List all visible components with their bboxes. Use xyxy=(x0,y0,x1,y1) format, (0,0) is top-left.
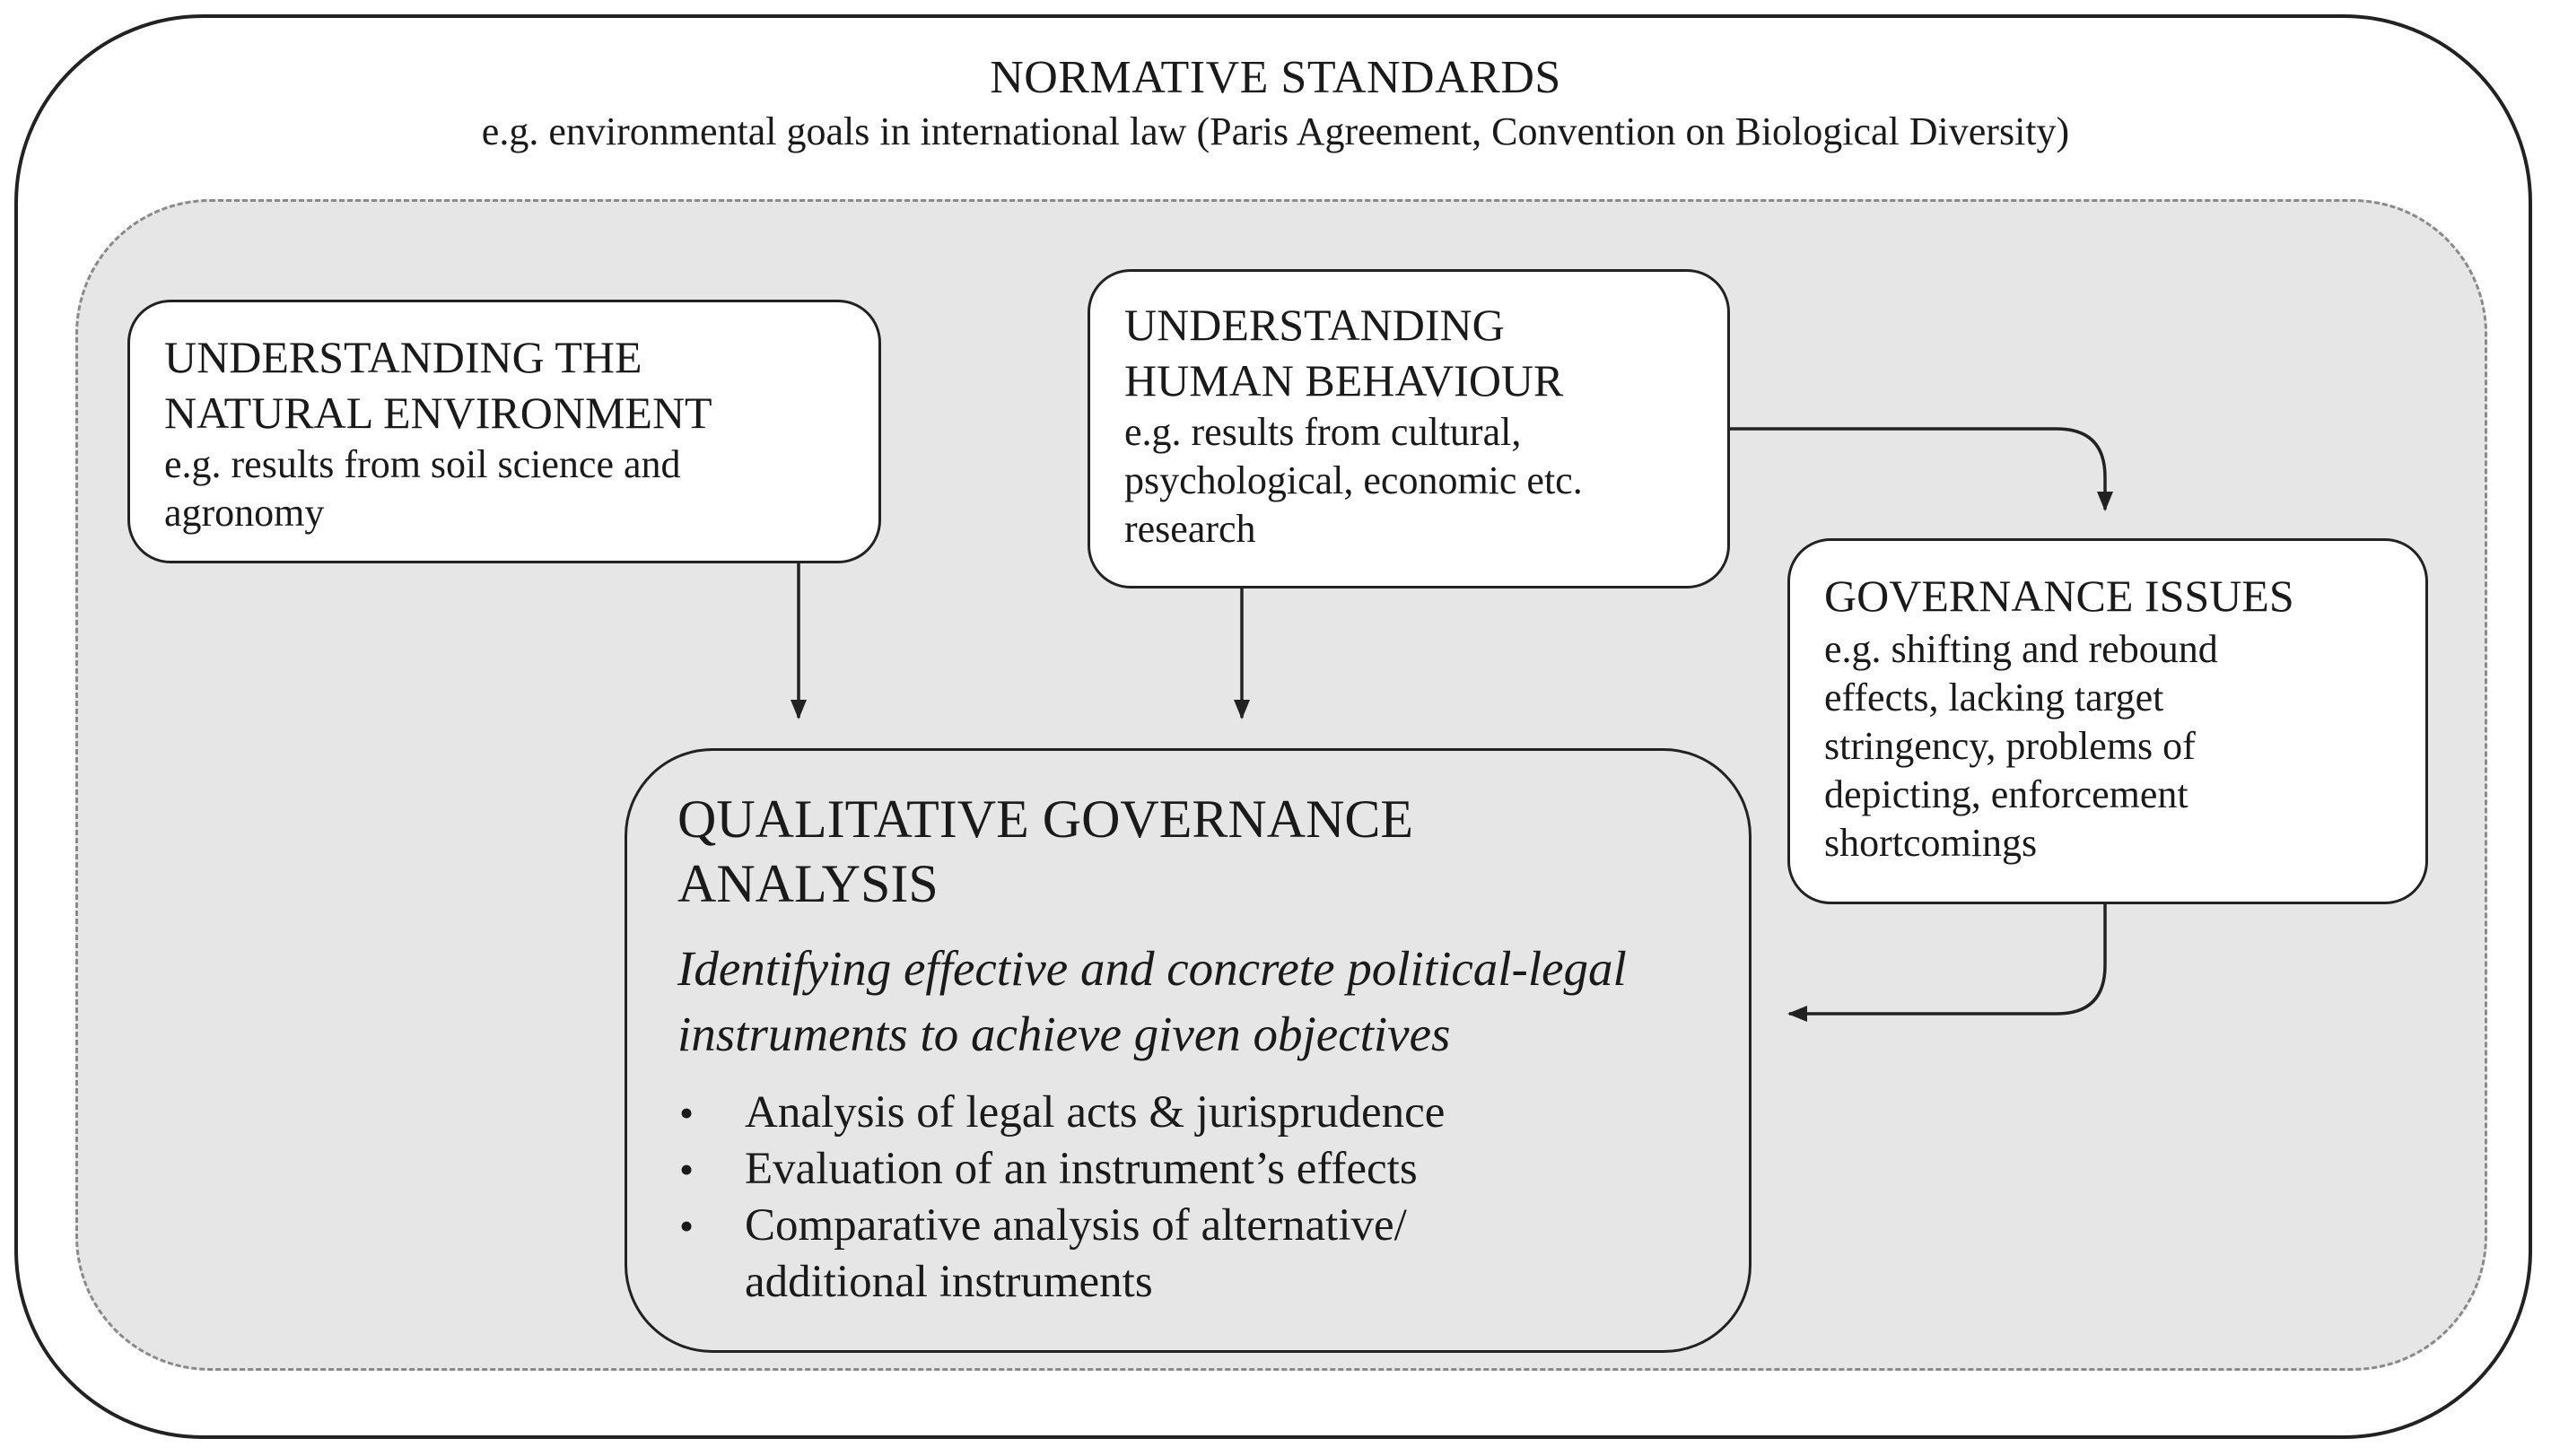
arrow-human-to-governance xyxy=(1730,429,2105,510)
bullet-text: Analysis of legal acts & jurisprudence xyxy=(745,1087,1446,1138)
governance-issues-description: e.g. shifting and rebound effects, lacking target stringency, problems of depicting, enforcement shortcomings xyxy=(1824,627,2218,865)
human-behaviour-title: UNDERSTANDING HUMAN BEHAVIOUR xyxy=(1124,300,1564,405)
natural-environment-description: e.g. results from soil science and agronomy xyxy=(164,442,681,535)
human-behaviour-description: e.g. results from cultural, psychological, economic etc. research xyxy=(1124,410,1583,551)
governance-issues-title: GOVERNANCE ISSUES xyxy=(1824,571,2294,621)
qualitative-analysis-subtitle: Identifying effective and concrete political-legal instruments to achieve given objectives xyxy=(677,941,1627,1061)
normative-standards-title: NORMATIVE STANDARDS xyxy=(990,52,1561,103)
bullet-dot-icon: • xyxy=(679,1146,695,1192)
bullet-text: Evaluation of an instrument’s effects xyxy=(745,1144,1418,1194)
bullet-text: Comparative analysis of alternative/ additional instruments xyxy=(745,1200,1407,1307)
normative-standards-subtitle: e.g. environmental goals in international law (Paris Agreement, Convention on Biological Diversity) xyxy=(481,109,2070,153)
bullet-dot-icon: • xyxy=(679,1090,695,1136)
bullet-dot-icon: • xyxy=(679,1203,695,1249)
natural-environment-title: UNDERSTANDING THE NATURAL ENVIRONMENT xyxy=(164,332,712,438)
qualitative-analysis-title: QUALITATIVE GOVERNANCE ANALYSIS xyxy=(677,789,1414,913)
arrow-governance-to-analysis xyxy=(1789,904,2105,1014)
